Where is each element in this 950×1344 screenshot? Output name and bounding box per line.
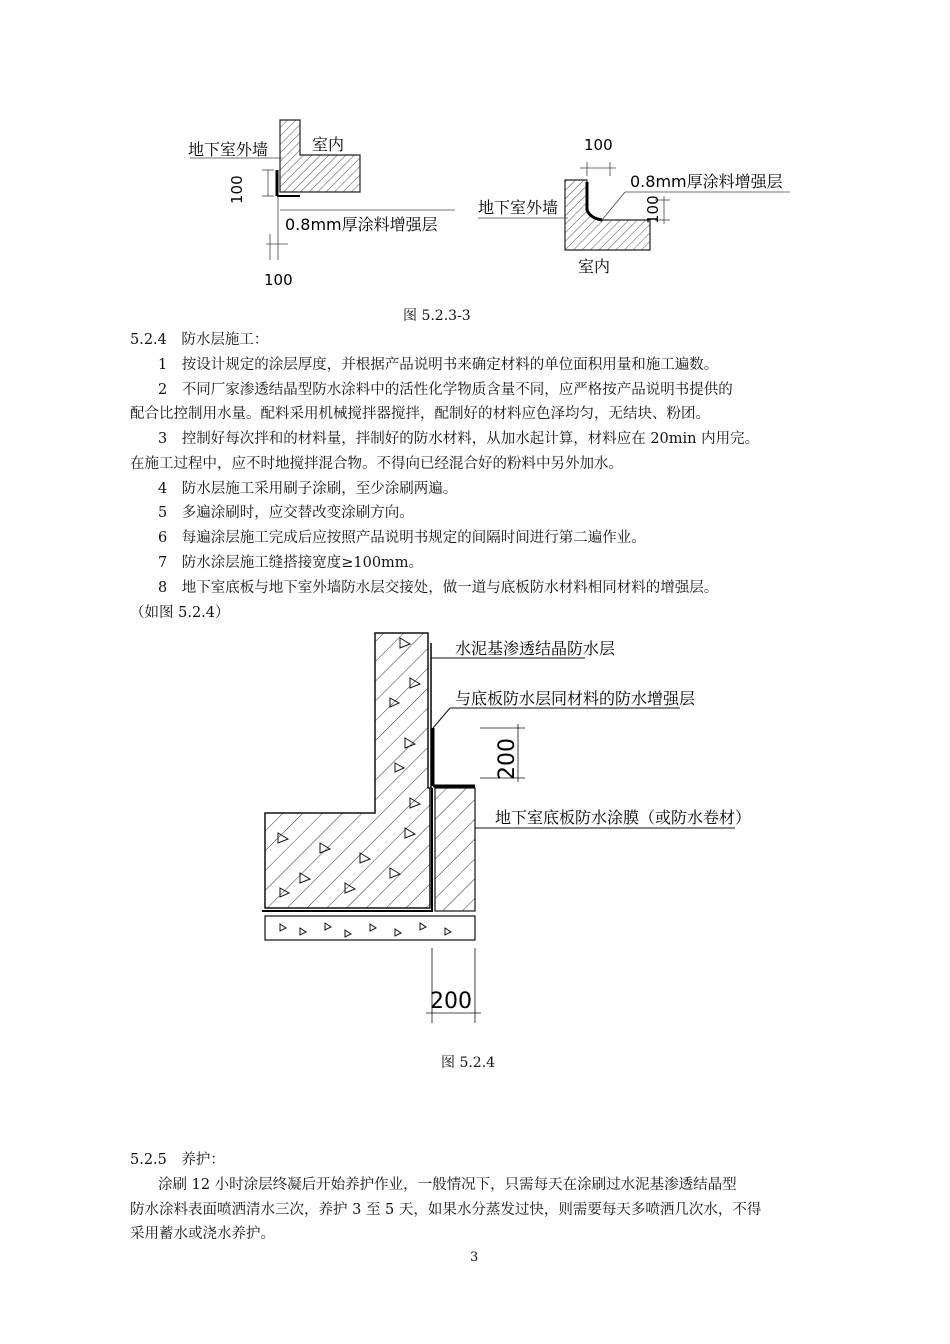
left-wall-label: 地下室外墙: [188, 140, 269, 159]
figure-caption-2: 图 5.2.4: [441, 1055, 496, 1071]
section-heading-5-2-5: 5.2.5 养护：: [130, 1152, 225, 1168]
paragraph-line: 3 控制好每次拌和的材料量，拌制好的防水材料，从加水起计算，材料应在 20min 内用完。: [158, 431, 760, 447]
paragraph-line: 8 地下室底板与地下室外墙防水层交接处，做一道与底板防水材料相同材料的增强层。: [158, 580, 719, 596]
figure-caption-1: 图 5.2.3-3: [403, 308, 471, 324]
right-wall-label: 地下室外墙: [478, 198, 559, 217]
label-reinforcement-layer: 与底板防水层同材料的防水增强层: [455, 689, 696, 708]
paragraph-line: 2 不同厂家渗透结晶型防水涂料中的活性化学物质含量不同，应严格按产品说明书提供的: [158, 382, 733, 398]
left-wall-concrete: [280, 120, 360, 192]
label-slab-membrane: 地下室底板防水涂膜（或防水卷材）: [495, 808, 752, 827]
figure-5-2-4: [250, 628, 770, 1028]
paragraph-line: 4 防水层施工采用刷子涂刷，至少涂刷两遍。: [158, 481, 458, 497]
right-detail: [478, 136, 790, 276]
right-dim-top: 100: [584, 136, 613, 154]
right-dim-vertical: 100: [644, 195, 662, 224]
page-number: 3: [470, 1250, 479, 1265]
right-coating-label: 0.8mm厚涂料增强层: [630, 172, 783, 191]
slab-block: [435, 788, 475, 911]
label-crystalline-layer: 水泥基渗透结晶防水层: [455, 639, 616, 658]
paragraph-line: 配合比控制用水量。配料采用机械搅拌器搅拌，配制好的材料应色泽均匀，无结块、粉团。: [130, 406, 710, 422]
wall-and-slab-concrete: [265, 633, 430, 908]
left-detail: [188, 120, 455, 289]
section-heading-5-2-4: 5.2.4 防水层施工：: [130, 332, 269, 348]
paragraph-line: （如图 5.2.4）: [130, 605, 230, 621]
figure-5-2-3-3: [170, 110, 810, 300]
left-coating-label: 0.8mm厚涂料增强层: [285, 215, 438, 234]
paragraph-line: 7 防水涂层施工缝搭接宽度≥100mm。: [158, 555, 424, 571]
dim-horizontal-200: 200: [430, 989, 472, 1014]
left-dim-horizontal: 100: [264, 271, 293, 289]
paragraph-line: 5 多遍涂刷时，应交替改变涂刷方向。: [158, 505, 414, 521]
left-indoor-label: 室内: [312, 135, 345, 154]
right-indoor-label: 室内: [578, 257, 611, 276]
paragraph-line: 涂刷 12 小时涂层终凝后开始养护作业，一般情况下，只需每天在涂刷过水泥基渗透结晶型: [158, 1177, 737, 1193]
paragraph-line: 在施工过程中，应不时地搅拌混合物。不得向已经混合好的粉料中另外加水。: [130, 456, 623, 472]
paragraph-line: 6 每遍涂层施工完成后应按照产品说明书规定的间隔时间进行第二遍作业。: [158, 530, 646, 546]
paragraph-line: 1 按设计规定的涂层厚度，并根据产品说明书来确定材料的单位面积用量和施工遍数。: [158, 357, 719, 373]
dim-vertical-200: 200: [495, 738, 520, 780]
paragraph-line: 防水涂料表面喷洒清水三次，养护 3 至 5 天，如果水分蒸发过快，则需要每天多喷洒几次水，不得: [130, 1202, 762, 1218]
paragraph-line: 采用蓄水或浇水养护。: [130, 1226, 275, 1242]
left-dim-vertical: 100: [228, 175, 246, 204]
